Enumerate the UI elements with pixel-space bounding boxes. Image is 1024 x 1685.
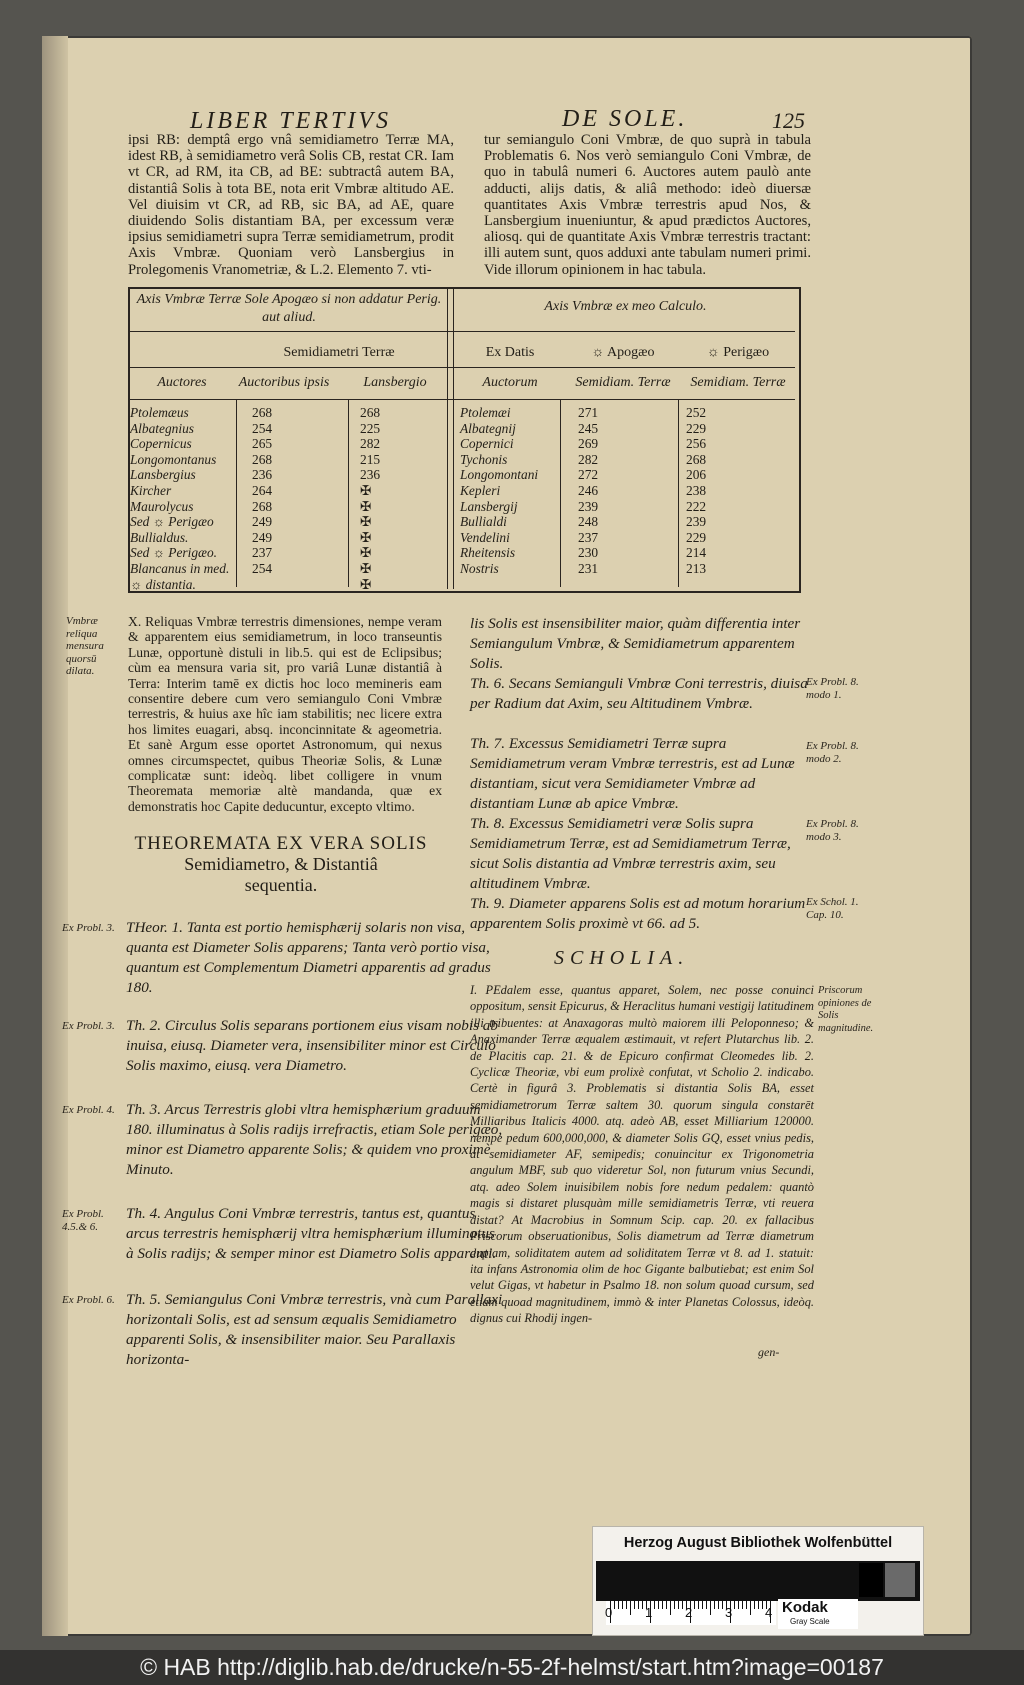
right-apogee-column bbox=[578, 405, 673, 577]
scholia-paragraph: I. PEdalem esse, quantus apparet, Solem, nec posse conuinci oppositum, sensit Epicurus, & Heraclitus humani vestigij latitudinem illi tribuentes: at Anaxagoras multò maiorem illi Peloponneso; & Anaximander Terræ æqualem æstimauit, vt refert Plutarchus lib. 2. de Placitis cap. 21. & de Epicuro confirmat Cleomedes lib. 2. Cyclicæ Theoriæ, vbi eum prolixè confutat, vt Scholio 2. indicabo. Certè in figurâ 3. Problematis si distantia Solis BA, esset semidiametrorum Terræ saltem 30. quorum singula constarēt Milliaribus Italicis 4000. atq. adeò AB, esset Milliarium 120000. nempe pedum 600,000,000, & diameter Solis GQ, esset vnius pedis, at semidiameter AF, semipedis; conuincitur ex Trigonometria angulum MBF, sub quo videretur Sol, non futurum vnius Secundi, atq. adeo Solem inuisibilem nobis fore nedum pedalem: quantò magis si distaret plusquàm mille semidiametris Terræ, vti reuera distat? At Macrobius in Somnum Scip. cap. 20. ex fallacibus Priscorum obseruationibus, Solis diametrum ad Terræ diametrum duplam, soliditatem autem ad soliditatem Terræ vt 8. ad 1. statuit: ita infans Astronomia olim de hoc Gigante balbutiebat; est enim Sol velut Gigas, vt habetur in Psalmo 18. non solum quoad cursum, sed etiam quoad magnitudinem, immò & inter Planetas Colossus, ideòq. dignus cui Rhodij ingen- bbox=[470, 983, 814, 1326]
col-header-lansbergio: Lansbergio bbox=[363, 375, 427, 390]
axis-umbrae-table bbox=[128, 287, 801, 593]
theorems-right-column bbox=[470, 674, 950, 944]
table-value-cell: 268 bbox=[252, 498, 273, 514]
left-authors-column bbox=[130, 405, 234, 592]
table-value-cell: 214 bbox=[686, 545, 707, 561]
table-value-cell: 236 bbox=[252, 467, 273, 483]
table-author-cell: Kircher bbox=[130, 482, 172, 498]
kodak-sub: Gray Scale bbox=[790, 1617, 830, 1626]
theorem-text: Th. 2. Circulus Solis separans portionem eius visam nobis ab inuisa, eiusq. Diameter vera, insensibiliter minor est Circulo Solis maximo, eiusq. vera Diametro. bbox=[126, 1017, 498, 1074]
gray-patch-black bbox=[859, 1563, 883, 1597]
table-divider bbox=[453, 289, 454, 589]
theorem-text: Th. 6. Secans Semianguli Vmbræ Coni terrestris, diuisa per Radium dat Axim, seu Altitudinem Vmbræ. bbox=[470, 675, 808, 712]
top-left-paragraph: ipsi RB: demptâ ergo vnâ semidiametro Terræ MA, idest RB, à semidiametro verâ Solis CB, restat CR. Iam vt CR, ad RM, ita CB, ad BE: subtractâ autem BA, distantiâ Solis à tota BE, nota erit Vmbræ altitudo AE. Vel diuisim vt CR, ad RB, sic BA, ad AE, quare diuidendo Solis distantiam BA, per excessum veræ ipsius semidiametri supra Terræ semidiametrum, prodit Axis Vmbræ. Quoniam verò Lansbergius in Prolegomenis Vranometriæ, & L.2. Elemento 7. vti- bbox=[128, 132, 454, 278]
theorem-block bbox=[62, 1290, 503, 1380]
table-value-cell: ✠ bbox=[360, 529, 372, 545]
ruler-number: 2 bbox=[685, 1605, 693, 1620]
table-value-cell: 215 bbox=[360, 451, 381, 467]
table-author-cell: Sed ☼ Perigæo bbox=[130, 514, 214, 530]
margin-note-x: Vmbræ reliqua mensura quorsū dilata. bbox=[66, 615, 104, 677]
theorem-margin-note: Ex Probl. 8. modo 2. bbox=[806, 740, 859, 765]
table-author-cell: Lansbergius bbox=[130, 467, 196, 483]
running-header-right: DE SOLE. bbox=[562, 106, 688, 132]
table-col-line bbox=[560, 399, 561, 587]
theorem-margin-note: Ex Probl. 4. bbox=[62, 1104, 115, 1116]
table-value-cell: 282 bbox=[578, 451, 599, 467]
table-value-cell: 225 bbox=[360, 420, 381, 436]
theoremata-subtitle-line: Semidiametro, & Distantiâ bbox=[184, 854, 378, 874]
theorem-text: Th. 5. Semiangulus Coni Vmbræ terrestris, vnà cum Parallaxi horizontali Solis, est ad sensum æqualis Semidiametro apparenti Solis, & insensibiliter maior. Seu Parallaxis horizonta- bbox=[126, 1291, 503, 1368]
table-value-cell: 231 bbox=[578, 560, 599, 576]
right-subheader-datis: Ex Datis bbox=[485, 345, 535, 360]
page-number: 125 bbox=[772, 108, 805, 133]
margin-note-scholia: Priscorum opiniones de Solis magnitudine. bbox=[818, 985, 874, 1034]
theorem-margin-note: Ex Probl. 4.5.& 6. bbox=[62, 1208, 104, 1233]
table-author-cell: Vendelini bbox=[460, 529, 510, 545]
left-table-caption: Axis Vmbræ Terræ Sole Apogæo si non addatur Perig. aut aliud. bbox=[136, 292, 442, 325]
theorem-block bbox=[62, 1016, 498, 1100]
ruler-number: 0 bbox=[605, 1605, 613, 1620]
table-author-cell: Maurolycus bbox=[130, 498, 194, 514]
theorem-text: Th. 7. Excessus Semidiametri Terræ supra Semidiametrum veram Vmbræ terrestris, est ad Lunæ distantiam, sicut vera Semidiameter Vmbræ ad distantiam Lunæ ab apice Vmbræ. bbox=[470, 735, 795, 812]
table-col-line bbox=[678, 399, 679, 587]
theorem-margin-note: Ex Probl. 3. bbox=[62, 1020, 115, 1032]
table-author-cell: Nostris bbox=[460, 560, 499, 576]
table-col-line bbox=[348, 399, 349, 587]
table-value-cell: 268 bbox=[360, 405, 381, 420]
table-value-cell: ✠ bbox=[360, 482, 372, 498]
table-value-cell: 245 bbox=[578, 420, 599, 436]
table-value-cell: 236 bbox=[360, 467, 381, 483]
running-header-left: LIBER TERTIVS bbox=[190, 108, 391, 134]
theorem-text: Th. 9. Diameter apparens Solis est ad motum horarium apparentem Solis proximè vt 66. ad 5. bbox=[470, 895, 806, 932]
ruler-number: 4 bbox=[765, 1605, 773, 1620]
left-subheader: Semidiametri Terræ bbox=[283, 345, 395, 360]
table-author-cell: Copernicus bbox=[130, 436, 192, 452]
table-author-cell: Copernici bbox=[460, 436, 514, 452]
theorem-block bbox=[470, 814, 950, 894]
table-value-cell: 272 bbox=[578, 467, 599, 483]
table-value-cell: 269 bbox=[578, 436, 599, 452]
table-author-cell: Longomontanus bbox=[130, 451, 217, 467]
table-value-cell: 268 bbox=[252, 451, 273, 467]
theorem-block bbox=[62, 918, 491, 1016]
theoremata-heading bbox=[126, 833, 436, 896]
top-right-paragraph: tur semiangulo Coni Vmbræ, de quo suprà in tabula Problematis 6. Nos verò semiangulo Coni Vmbræ, de quo in tabulâ numeri 6. Auctores autem paulò ante adducti, alijs datis, & aliâ methodo: ideò diuersæ quantitates Axis Vmbræ terrestris apud Nos, & Lansbergium inueniuntur, & apud prædictos Auctores, aliosq. qui de quantitate Axis Vmbræ terrestris tractant: illi autem sunt, quos adduxi ante tabulam numeri primi. Vide illorum opinionem in hac tabula. bbox=[484, 132, 811, 278]
table-author-cell: Tychonis bbox=[460, 451, 508, 467]
table-author-cell: Sed ☼ Perigæo. bbox=[130, 545, 218, 561]
section-x-paragraph: X. Reliquas Vmbræ terrestris dimensiones, nempe veram & apparentem eius semidiametrum, in loco transeuntis Lunæ, opportunè distuli in lib.5. qui est de Eclipsibus; cùm ea mensura varia sit, pro variâ Lunæ distantiâ à Terra: Interim tamē ex dictis hoc loco memineris eam consentire debere cum vero semiangulo Coni Vmbræ terrestris, & huius axe hîc iam stabilitis; nec licere extra hos limites euagari, absq. inconcinnitate & ageometria. Et sanè Argum esse oportet Astronomum, qui nexus omnes circumspectet, quibus Theoriæ Solis, & Lunæ complicatæ sunt: ideòq. libet colligere in vnum Theoremata memoriæ altè mandanda, quæ ex demonstratis hoc Capite deducuntur, excepto vltimo. bbox=[128, 614, 442, 814]
scholia-heading: SCHOLIA. bbox=[554, 947, 690, 969]
ruler-number: 1 bbox=[645, 1605, 653, 1620]
table-value-cell: 252 bbox=[686, 405, 707, 420]
table-value-cell: 265 bbox=[252, 436, 273, 452]
table-value-cell: 254 bbox=[252, 420, 273, 436]
theorem-5-continuation: lis Solis est insensibiliter maior, quàm differentia inter Semiangulum Vmbræ, & Semidiametrum apparentem Solis. bbox=[470, 615, 801, 672]
right-table-caption: Axis Vmbræ ex meo Calculo. bbox=[544, 299, 707, 314]
left-ipsis-column bbox=[252, 405, 342, 577]
table-value-cell: 222 bbox=[686, 498, 707, 514]
ruler-numbers bbox=[603, 1605, 783, 1623]
library-color-card bbox=[592, 1526, 924, 1636]
table-author-cell: Albategnij bbox=[460, 420, 516, 436]
col-header-perigee: Semidiam. Terræ bbox=[690, 375, 786, 390]
table-value-cell: 230 bbox=[578, 545, 599, 561]
theorem-block bbox=[62, 1100, 503, 1204]
table-rule bbox=[130, 367, 795, 368]
theorem-text: THeor. 1. Tanta est portio hemisphærij solaris non visa, quanta est Diameter Solis apparens; Tanta verò portio visa, quantum est Complementum Diametri apparentis ad gradus 180. bbox=[126, 919, 491, 996]
table-divider bbox=[447, 289, 448, 589]
table-value-cell: 248 bbox=[578, 514, 599, 530]
table-author-cell: Bullialdus. bbox=[130, 529, 189, 545]
right-subheader-perigee: ☼ Perigæo bbox=[706, 345, 770, 360]
theorem-margin-note: Ex Probl. 6. bbox=[62, 1294, 115, 1306]
ruler-number: 3 bbox=[725, 1605, 733, 1620]
table-rule bbox=[130, 399, 795, 400]
catchword: gen- bbox=[758, 1345, 780, 1359]
table-author-cell: Blancanus in med. bbox=[130, 560, 230, 576]
table-value-cell: 264 bbox=[252, 482, 273, 498]
page-gutter bbox=[42, 36, 68, 1636]
table-author-cell: Bullialdi bbox=[460, 514, 507, 530]
theorem-text: Th. 4. Angulus Coni Vmbræ terrestris, tantus est, quantus arcus terrestris hemisphærij vltra hemisphærium illuminatus à Solis radijs; & semper minor est Diametro Solis apparenti. bbox=[126, 1205, 497, 1262]
right-perigee-column bbox=[686, 405, 786, 577]
theorem-margin-note: Ex Schol. 1. Cap. 10. bbox=[806, 896, 859, 921]
table-value-cell: 237 bbox=[252, 545, 273, 561]
theorems-left-column bbox=[62, 918, 503, 1380]
table-value-cell: ✠ bbox=[360, 560, 372, 576]
table-value-cell: ✠ bbox=[360, 514, 372, 530]
table-author-cell: Ptolemæi bbox=[460, 405, 511, 420]
theorem-text: Th. 3. Arcus Terrestris globi vltra hemisphærium graduum 180. illuminatus à Solis radijs irrefractis, etiam Sole perigæo, minor est Diametro apparente Solis; & quidem vno proximè Minuto. bbox=[126, 1101, 503, 1178]
theoremata-title-line: THEOREMATA EX VERA SOLIS bbox=[134, 833, 428, 854]
table-author-cell: Kepleri bbox=[460, 482, 501, 498]
table-author-cell: ☼ distantia. bbox=[130, 576, 196, 592]
gray-patch-gray bbox=[885, 1563, 915, 1597]
table-value-cell: 229 bbox=[686, 420, 707, 436]
table-value-cell: 268 bbox=[686, 451, 707, 467]
col-header-ipsis: Auctoribus ipsis bbox=[238, 375, 330, 390]
left-lansbergio-column bbox=[360, 405, 440, 592]
table-value-cell: 271 bbox=[578, 405, 599, 420]
table-value-cell: 254 bbox=[252, 560, 273, 576]
right-authors-column bbox=[460, 405, 560, 577]
table-value-cell: ✠ bbox=[360, 498, 372, 514]
right-subheader-apogee: ☼ Apogæo bbox=[591, 345, 655, 360]
table-value-cell: 282 bbox=[360, 436, 381, 452]
col-header-apogee: Semidiam. Terræ bbox=[575, 375, 671, 390]
kodak-logo bbox=[778, 1599, 858, 1629]
table-value-cell: 249 bbox=[252, 514, 273, 530]
table-author-cell: Ptolemæus bbox=[130, 405, 189, 420]
table-value-cell: 256 bbox=[686, 436, 707, 452]
table-author-cell: Albategnius bbox=[130, 420, 194, 436]
library-name: Herzog August Bibliothek Wolfenbüttel bbox=[623, 1535, 893, 1551]
table-value-cell: 268 bbox=[252, 405, 273, 420]
table-value-cell: 249 bbox=[252, 529, 273, 545]
table-value-cell: 213 bbox=[686, 560, 707, 576]
kodak-brand: Kodak bbox=[782, 1599, 828, 1616]
footer-copyright-link[interactable]: © HAB http://diglib.hab.de/drucke/n-55-2f-helmst/start.htm?image=00187 bbox=[0, 1650, 1024, 1685]
theorem-margin-note: Ex Probl. 3. bbox=[62, 922, 115, 934]
theorem-text: Th. 8. Excessus Semidiametri veræ Solis supra Semidiametrum Terræ, est ad Semidiametrum Terræ, sicut Solis distantia ad Vmbræ terrestris axim, seu altitudinem Vmbræ. bbox=[470, 815, 791, 892]
table-value-cell: 237 bbox=[578, 529, 599, 545]
theorem-margin-note: Ex Probl. 8. modo 1. bbox=[806, 676, 859, 701]
theorem-block bbox=[470, 894, 950, 944]
table-rule bbox=[130, 331, 795, 332]
table-value-cell: 206 bbox=[686, 467, 707, 483]
table-value-cell: 246 bbox=[578, 482, 599, 498]
table-value-cell: ✠ bbox=[360, 576, 372, 592]
table-author-cell: Rheitensis bbox=[460, 545, 516, 561]
theorem-block bbox=[470, 734, 950, 814]
table-author-cell: Lansbergij bbox=[460, 498, 518, 514]
table-col-line bbox=[236, 399, 237, 587]
table-value-cell: 229 bbox=[686, 529, 707, 545]
col-header-auctorum: Auctorum bbox=[482, 375, 538, 390]
theoremata-subtitle-line: sequentia. bbox=[244, 875, 318, 895]
theorem-margin-note: Ex Probl. 8. modo 3. bbox=[806, 818, 859, 843]
table-value-cell: 239 bbox=[686, 514, 707, 530]
theorem-block bbox=[470, 674, 950, 734]
theorem-block bbox=[62, 1204, 497, 1290]
table-value-cell: ✠ bbox=[360, 545, 372, 561]
table-author-cell: Longomontani bbox=[460, 467, 539, 483]
col-header-auctores: Auctores bbox=[157, 375, 207, 390]
table-value-cell: 238 bbox=[686, 482, 707, 498]
table-value-cell: 239 bbox=[578, 498, 599, 514]
